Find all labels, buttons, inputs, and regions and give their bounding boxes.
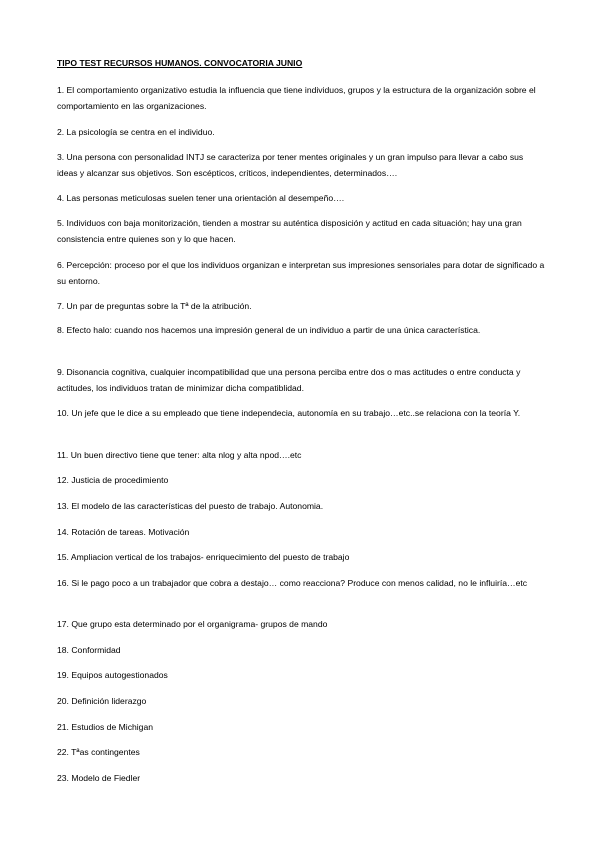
- question-item-16: 16. Si le pago poco a un trabajador que cobra a destajo… como reacciona? Produce con menos calidad, no le influiría…etc: [57, 578, 528, 588]
- question-item-13: 13. El modelo de las características del puesto de trabajo. Autonomia.: [57, 501, 324, 511]
- question-item-19: 19. Equipos autogestionados: [57, 670, 168, 680]
- question-item-17: 17. Que grupo esta determinado por el organigrama- grupos de mando: [57, 619, 328, 629]
- question-item-6: 6. Percepción: proceso por el que los individuos organizan e interpretan sus impresiones sensoriales para dotar de significado a su entorno.: [57, 260, 545, 286]
- question-item-12: 12. Justicia de procedimiento: [57, 475, 169, 485]
- question-item-18: 18. Conformidad: [57, 645, 121, 655]
- question-item-22: 22. Tªas contingentes: [57, 747, 140, 757]
- question-item-23: 23. Modelo de Fiedler: [57, 773, 141, 783]
- question-item-2: 2. La psicología se centra en el individuo.: [57, 127, 215, 137]
- question-item-8: 8. Efecto halo: cuando nos hacemos una impresión general de un individuo a partir de una única característica.: [57, 325, 481, 335]
- question-item-4: 4. Las personas meticulosas suelen tener una orientación al desempeño….: [57, 193, 345, 203]
- question-item-3: 3. Una persona con personalidad INTJ se caracteriza por tener mentes originales y un gran impulso para llevar a cabo sus ideas y alcanzar sus objetivos. Son escépticos, críticos, independientes, determinados….: [57, 152, 524, 178]
- question-item-7: 7. Un par de preguntas sobre la Tª de la atribución.: [57, 301, 252, 311]
- question-item-10: 10. Un jefe que le dice a su empleado que tiene independecia, autonomía en su trabajo…etc..se relaciona con la teoría Y.: [57, 408, 521, 418]
- question-item-5: 5. Individuos con baja monitorización, tienden a mostrar su auténtica disposición y actitud en cada situación; hay una gran consistencia entre quienes son y lo que hacen.: [57, 218, 522, 244]
- question-item-21: 21. Estudios de Michigan: [57, 722, 154, 732]
- question-item-1: 1. El comportamiento organizativo estudia la influencia que tiene individuos, grupos y la estructura de la organización sobre el comportamiento en las organizaciones.: [57, 85, 536, 111]
- question-item-11: 11. Un buen directivo tiene que tener: alta nlog y alta npod….etc: [57, 450, 302, 460]
- question-item-14: 14. Rotación de tareas. Motivación: [57, 527, 190, 537]
- document-title: TIPO TEST RECURSOS HUMANOS. CONVOCATORIA JUNIO: [57, 58, 303, 68]
- question-item-9: 9. Disonancia cognitiva, cualquier incompatibilidad que una persona perciba entre dos o mas actitudes o entre conducta y actitudes, los individuos tratan de minimizar dicha compatiblidad.: [57, 367, 521, 393]
- question-item-20: 20. Definición liderazgo: [57, 696, 147, 706]
- question-item-15: 15. Ampliacion vertical de los trabajos- enriquecimiento del puesto de trabajo: [57, 552, 350, 562]
